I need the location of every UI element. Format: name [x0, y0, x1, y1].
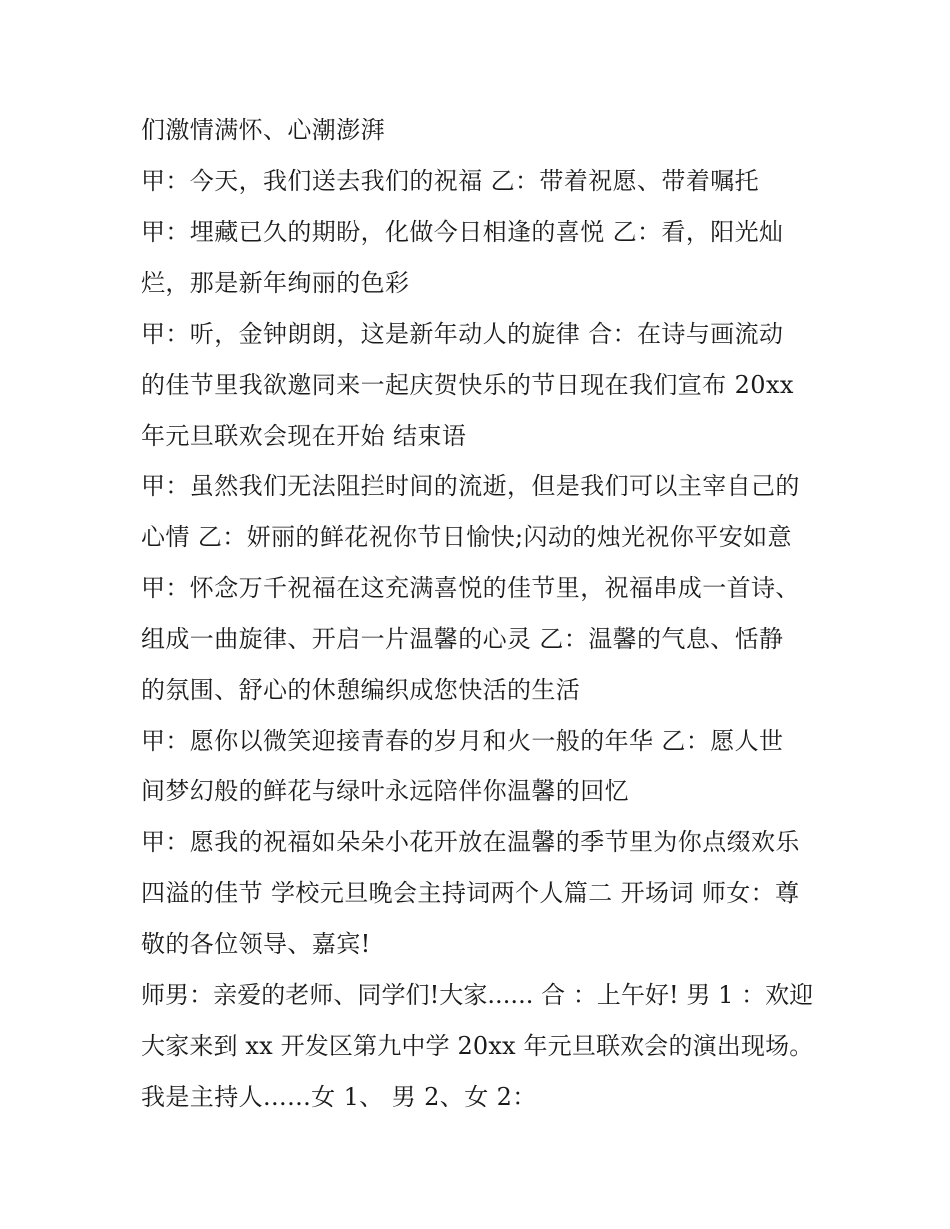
text-line: 间梦幻般的鲜花与绿叶永远陪伴你温馨的回忆 [141, 777, 629, 805]
text-line: 心情 乙：妍丽的鲜花祝你节日愉快;闪动的烛光祝你平安如意 [141, 523, 792, 551]
text-line: 大家来到 xx 开发区第九中学 20xx 年元旦联欢会的演出现场。 [141, 1032, 814, 1060]
text-line: 四溢的佳节 学校元旦晚会主持词两个人篇二 开场词 师女：尊 [141, 879, 800, 907]
text-line: 甲：今天，我们送去我们的祝福 乙：带着祝愿、带着嘱托 [141, 167, 760, 195]
text-line: 甲：听，金钟朗朗，这是新年动人的旋律 合：在诗与画流动 [141, 320, 784, 348]
text-line: 我是主持人......女 1、 男 2、女 2： [141, 1083, 537, 1111]
text-line: 甲：愿你以微笑迎接青春的岁月和火一般的年华 乙：愿人世 [141, 727, 784, 755]
text-line: 敬的各位领导、嘉宾! [141, 930, 371, 958]
text-line: 甲：怀念万千祝福在这充满喜悦的佳节里，祝福串成一首诗、 [141, 574, 800, 602]
text-line: 烂，那是新年绚丽的色彩 [141, 269, 410, 297]
text-line: 的氛围、舒心的休憩编织成您快活的生活 [141, 676, 581, 704]
text-line: 甲：愿我的祝福如朵朵小花开放在温馨的季节里为你点缀欢乐 [141, 828, 800, 856]
text-line: 甲：埋藏已久的期盼，化做今日相逢的喜悦 乙：看，阳光灿 [141, 218, 784, 246]
text-line: 们激情满怀、心潮澎湃 [141, 116, 385, 144]
text-line: 的佳节里我欲邀同来一起庆贺快乐的节日现在我们宣布 20xx [141, 371, 794, 399]
text-line: 组成一曲旋律、开启一片温馨的心灵 乙：温馨的气息、恬静 [141, 625, 784, 653]
text-line: 年元旦联欢会现在开始 结束语 [141, 422, 467, 450]
text-line: 师男：亲爱的老师、同学们!大家...... 合 ：上午好! 男 1 ：欢迎 [141, 981, 814, 1009]
text-line: 甲：虽然我们无法阻拦时间的流逝，但是我们可以主宰自己的 [141, 472, 800, 500]
